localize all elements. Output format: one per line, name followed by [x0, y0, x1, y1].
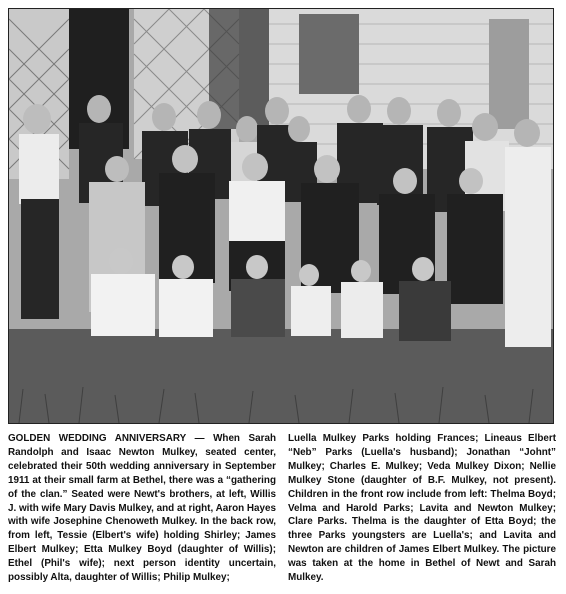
photo-illustration — [9, 9, 553, 423]
caption-column-right — [288, 432, 556, 588]
photo-caption — [8, 432, 556, 588]
family-photograph — [8, 8, 554, 424]
caption-heading: GOLDEN WEDDING ANNIVERSARY — [8, 433, 187, 444]
caption-text-right: Luella Mulkey Parks holding Frances; Lineaus Elbert “Neb” Parks (Luella's husband); Jonathan “Johnt” Mulkey; Charles E. Mulkey; Veda Mulkey Dixon; Nellie Mulkey Stone (daughter of B.F. Mulkey, not present). Children in the front row include from left: Thelma Boyd; Velma and Harold Parks; Lavita and Newton Mulkey; Clare Parks. Thelma is the daughter of Etta Boyd; the three Parks youngsters are Luella's; and Lavita and Newton are children of James Elbert Mulkey. The picture was taken at the home in Bethel of Newt and Sarah Mulkey. — [288, 433, 556, 584]
caption-column-left — [8, 432, 276, 588]
caption-text-left: — When Sarah Randolph and Isaac Newton Mulkey, seated center, celebrated their 50th wedding anniversary in September 1911 at their small farm at Bethel, there was a “gathering of the clan.” Seated were Newt's brothers, at left, Willis J. with wife Mary Davis Mulkey, and at right, Aaron Hayes with wife Josephine Chenoweth Mulkey. In the back row, from left, Tessie (Elbert's wife) holding Shirley; James Elbert Mulkey; Etta Mulkey Boyd (daughter of Willis); Ethel (Phil's wife); next person identity uncertain, possibly Alta, daughter of Willis; Philip Mulkey; — [8, 433, 276, 584]
